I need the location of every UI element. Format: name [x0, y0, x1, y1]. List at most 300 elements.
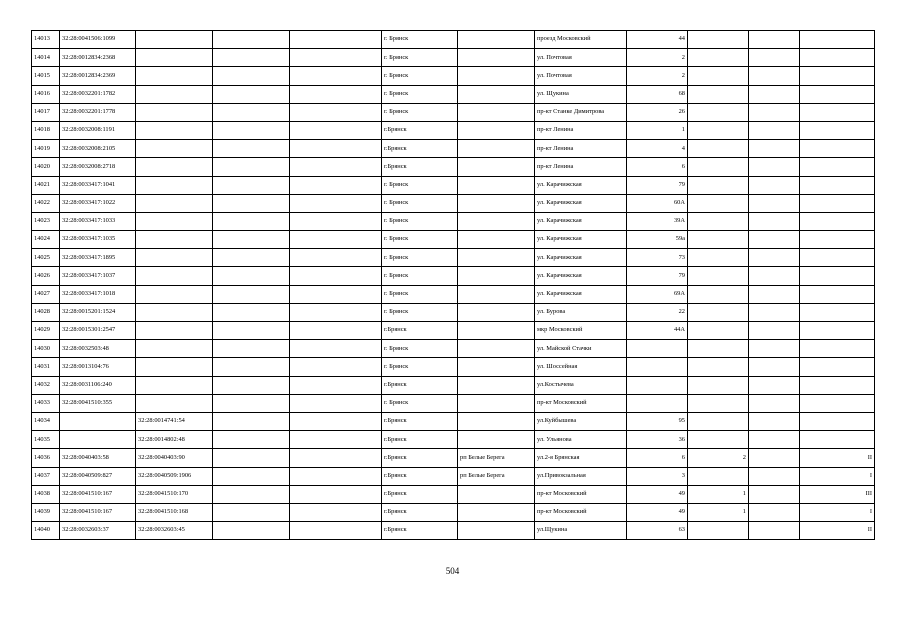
- locality-cell: [458, 522, 535, 540]
- cadastral-number-cell: 32:28:0041510:167: [60, 485, 136, 503]
- empty-cell: [749, 394, 800, 412]
- empty-cell: [213, 176, 290, 194]
- table-row: [32, 449, 875, 467]
- table-row: [32, 394, 875, 412]
- empty-cell: [213, 67, 290, 85]
- empty-cell: [290, 121, 382, 139]
- table-row: [32, 467, 875, 485]
- empty-cell: [749, 522, 800, 540]
- empty-cell: [290, 376, 382, 394]
- cadastral-number-cell: 32:28:0015201:1524: [60, 303, 136, 321]
- empty-cell: [213, 394, 290, 412]
- building-number-cell: [688, 467, 749, 485]
- street-cell: ул.2-я Брянская: [535, 449, 627, 467]
- empty-cell: [213, 231, 290, 249]
- city-cell: г.Брянск: [382, 503, 458, 521]
- empty-cell: [749, 485, 800, 503]
- building-number-cell: [688, 267, 749, 285]
- empty-cell: [213, 485, 290, 503]
- empty-cell: [290, 103, 382, 121]
- house-number-cell: 69А: [627, 285, 688, 303]
- empty-cell: [213, 121, 290, 139]
- unit-number-cell: [800, 231, 875, 249]
- city-cell: г.Брянск: [382, 467, 458, 485]
- empty-cell: [213, 212, 290, 230]
- empty-cell: [749, 340, 800, 358]
- empty-cell: [290, 194, 382, 212]
- empty-cell: [749, 140, 800, 158]
- cadastral-number-cell: 32:28:0033417:1022: [60, 194, 136, 212]
- city-cell: г.Брянск: [382, 140, 458, 158]
- table-row: [32, 212, 875, 230]
- building-number-cell: [688, 140, 749, 158]
- empty-cell: [213, 267, 290, 285]
- house-number-cell: [627, 358, 688, 376]
- city-cell: г. Брянск: [382, 67, 458, 85]
- empty-cell: [749, 194, 800, 212]
- building-cadastral-number-cell: [136, 158, 213, 176]
- record-number-cell: 14013: [32, 31, 60, 49]
- building-cadastral-number-cell: 32:28:0014741:54: [136, 412, 213, 430]
- registry-table: [31, 30, 875, 540]
- street-cell: пр-кт Московский: [535, 394, 627, 412]
- empty-cell: [290, 340, 382, 358]
- empty-cell: [749, 158, 800, 176]
- street-cell: пр-кт Московский: [535, 503, 627, 521]
- empty-cell: [290, 449, 382, 467]
- table-row: [32, 303, 875, 321]
- building-number-cell: [688, 249, 749, 267]
- house-number-cell: 2: [627, 67, 688, 85]
- cadastral-number-cell: [60, 412, 136, 430]
- record-number-cell: 14025: [32, 249, 60, 267]
- empty-cell: [749, 249, 800, 267]
- building-number-cell: [688, 212, 749, 230]
- city-cell: г. Брянск: [382, 358, 458, 376]
- empty-cell: [749, 103, 800, 121]
- city-cell: г.Брянск: [382, 322, 458, 340]
- empty-cell: [213, 503, 290, 521]
- table-row: [32, 431, 875, 449]
- unit-number-cell: III: [800, 485, 875, 503]
- record-number-cell: 14027: [32, 285, 60, 303]
- record-number-cell: 14017: [32, 103, 60, 121]
- empty-cell: [749, 376, 800, 394]
- house-number-cell: 49: [627, 485, 688, 503]
- record-number-cell: 14034: [32, 412, 60, 430]
- building-number-cell: [688, 358, 749, 376]
- locality-cell: рп Белые Берега: [458, 467, 535, 485]
- unit-number-cell: [800, 267, 875, 285]
- building-cadastral-number-cell: [136, 358, 213, 376]
- unit-number-cell: II: [800, 449, 875, 467]
- building-number-cell: [688, 376, 749, 394]
- street-cell: ул. Майской Стачки: [535, 340, 627, 358]
- house-number-cell: 26: [627, 103, 688, 121]
- record-number-cell: 14032: [32, 376, 60, 394]
- street-cell: ул. Карачижская: [535, 194, 627, 212]
- table-row: [32, 340, 875, 358]
- building-cadastral-number-cell: 32:28:0040509:1906: [136, 467, 213, 485]
- table-row: [32, 49, 875, 67]
- unit-number-cell: [800, 140, 875, 158]
- cadastral-number-cell: 32:28:0033417:1895: [60, 249, 136, 267]
- empty-cell: [213, 449, 290, 467]
- building-number-cell: 1: [688, 485, 749, 503]
- table-row: [32, 140, 875, 158]
- locality-cell: [458, 67, 535, 85]
- city-cell: г. Брянск: [382, 49, 458, 67]
- building-cadastral-number-cell: [136, 121, 213, 139]
- city-cell: г.Брянск: [382, 412, 458, 430]
- empty-cell: [213, 376, 290, 394]
- house-number-cell: 4: [627, 140, 688, 158]
- table-row: [32, 85, 875, 103]
- record-number-cell: 14038: [32, 485, 60, 503]
- empty-cell: [290, 358, 382, 376]
- city-cell: г. Брянск: [382, 176, 458, 194]
- empty-cell: [290, 158, 382, 176]
- building-cadastral-number-cell: [136, 103, 213, 121]
- city-cell: г. Брянск: [382, 285, 458, 303]
- locality-cell: [458, 503, 535, 521]
- empty-cell: [213, 31, 290, 49]
- house-number-cell: 36: [627, 431, 688, 449]
- house-number-cell: 44А: [627, 322, 688, 340]
- record-number-cell: 14021: [32, 176, 60, 194]
- locality-cell: [458, 412, 535, 430]
- house-number-cell: 59а: [627, 231, 688, 249]
- empty-cell: [749, 176, 800, 194]
- empty-cell: [290, 322, 382, 340]
- cadastral-number-cell: 32:28:0041510:167: [60, 503, 136, 521]
- house-number-cell: 22: [627, 303, 688, 321]
- empty-cell: [290, 49, 382, 67]
- street-cell: пр-кт Московский: [535, 485, 627, 503]
- empty-cell: [290, 431, 382, 449]
- locality-cell: [458, 85, 535, 103]
- empty-cell: [213, 103, 290, 121]
- cadastral-number-cell: 32:28:0033417:1033: [60, 212, 136, 230]
- building-number-cell: [688, 412, 749, 430]
- house-number-cell: [627, 394, 688, 412]
- unit-number-cell: [800, 31, 875, 49]
- record-number-cell: 14026: [32, 267, 60, 285]
- building-cadastral-number-cell: [136, 212, 213, 230]
- unit-number-cell: II: [800, 522, 875, 540]
- house-number-cell: 79: [627, 267, 688, 285]
- locality-cell: [458, 322, 535, 340]
- building-cadastral-number-cell: 32:28:0014802:48: [136, 431, 213, 449]
- street-cell: ул. Почтовая: [535, 67, 627, 85]
- record-number-cell: 14018: [32, 121, 60, 139]
- street-cell: ул. Карачижская: [535, 267, 627, 285]
- table-body: [32, 31, 875, 540]
- empty-cell: [290, 467, 382, 485]
- empty-cell: [213, 85, 290, 103]
- cadastral-number-cell: 32:28:0012834:2368: [60, 49, 136, 67]
- empty-cell: [290, 249, 382, 267]
- city-cell: г.Брянск: [382, 485, 458, 503]
- locality-cell: [458, 340, 535, 358]
- cadastral-number-cell: 32:28:0013104:76: [60, 358, 136, 376]
- empty-cell: [290, 285, 382, 303]
- record-number-cell: 14022: [32, 194, 60, 212]
- empty-cell: [749, 31, 800, 49]
- table-row: [32, 485, 875, 503]
- building-cadastral-number-cell: [136, 67, 213, 85]
- building-cadastral-number-cell: [136, 376, 213, 394]
- unit-number-cell: [800, 303, 875, 321]
- building-number-cell: [688, 194, 749, 212]
- record-number-cell: 14019: [32, 140, 60, 158]
- street-cell: ул. Карачижская: [535, 176, 627, 194]
- street-cell: пр-кт Станке Димитрова: [535, 103, 627, 121]
- locality-cell: [458, 140, 535, 158]
- locality-cell: [458, 231, 535, 249]
- empty-cell: [749, 449, 800, 467]
- building-cadastral-number-cell: [136, 31, 213, 49]
- building-number-cell: [688, 31, 749, 49]
- house-number-cell: 1: [627, 121, 688, 139]
- cadastral-number-cell: 32:28:0040403:58: [60, 449, 136, 467]
- building-number-cell: [688, 431, 749, 449]
- house-number-cell: 49: [627, 503, 688, 521]
- unit-number-cell: [800, 49, 875, 67]
- street-cell: пр-кт Ленина: [535, 158, 627, 176]
- record-number-cell: 14040: [32, 522, 60, 540]
- cadastral-number-cell: 32:28:0032008:2718: [60, 158, 136, 176]
- cadastral-number-cell: 32:28:0032008:2105: [60, 140, 136, 158]
- unit-number-cell: [800, 394, 875, 412]
- city-cell: г.Брянск: [382, 121, 458, 139]
- street-cell: ул.Привокзальная: [535, 467, 627, 485]
- house-number-cell: 63: [627, 522, 688, 540]
- locality-cell: [458, 176, 535, 194]
- unit-number-cell: [800, 340, 875, 358]
- house-number-cell: 6: [627, 158, 688, 176]
- empty-cell: [213, 285, 290, 303]
- empty-cell: [749, 303, 800, 321]
- empty-cell: [290, 176, 382, 194]
- building-cadastral-number-cell: [136, 285, 213, 303]
- empty-cell: [290, 503, 382, 521]
- street-cell: ул. Карачижская: [535, 231, 627, 249]
- unit-number-cell: [800, 103, 875, 121]
- unit-number-cell: [800, 176, 875, 194]
- locality-cell: [458, 376, 535, 394]
- building-number-cell: [688, 322, 749, 340]
- locality-cell: рп Белые Берега: [458, 449, 535, 467]
- record-number-cell: 14036: [32, 449, 60, 467]
- cadastral-number-cell: 32:28:0041510:355: [60, 394, 136, 412]
- street-cell: ул. Шоссейная: [535, 358, 627, 376]
- building-cadastral-number-cell: [136, 231, 213, 249]
- unit-number-cell: I: [800, 503, 875, 521]
- unit-number-cell: [800, 85, 875, 103]
- house-number-cell: 73: [627, 249, 688, 267]
- city-cell: г. Брянск: [382, 303, 458, 321]
- empty-cell: [213, 412, 290, 430]
- empty-cell: [749, 121, 800, 139]
- building-number-cell: [688, 176, 749, 194]
- table-row: [32, 358, 875, 376]
- building-number-cell: [688, 340, 749, 358]
- empty-cell: [213, 158, 290, 176]
- record-number-cell: 14039: [32, 503, 60, 521]
- record-number-cell: 14024: [32, 231, 60, 249]
- empty-cell: [749, 231, 800, 249]
- city-cell: г. Брянск: [382, 394, 458, 412]
- building-cadastral-number-cell: [136, 394, 213, 412]
- empty-cell: [213, 522, 290, 540]
- empty-cell: [749, 267, 800, 285]
- unit-number-cell: [800, 158, 875, 176]
- locality-cell: [458, 303, 535, 321]
- empty-cell: [213, 467, 290, 485]
- building-cadastral-number-cell: [136, 194, 213, 212]
- empty-cell: [290, 85, 382, 103]
- empty-cell: [213, 303, 290, 321]
- locality-cell: [458, 358, 535, 376]
- table-row: [32, 503, 875, 521]
- cadastral-number-cell: 32:28:0032008:1191: [60, 121, 136, 139]
- cadastral-number-cell: 32:28:0032603:37: [60, 522, 136, 540]
- cadastral-number-cell: 32:28:0015301:2547: [60, 322, 136, 340]
- city-cell: г.Брянск: [382, 376, 458, 394]
- building-cadastral-number-cell: [136, 340, 213, 358]
- locality-cell: [458, 212, 535, 230]
- city-cell: г. Брянск: [382, 231, 458, 249]
- city-cell: г.Брянск: [382, 449, 458, 467]
- empty-cell: [290, 303, 382, 321]
- empty-cell: [749, 431, 800, 449]
- building-cadastral-number-cell: 32:28:0041510:170: [136, 485, 213, 503]
- building-number-cell: [688, 231, 749, 249]
- table-row: [32, 267, 875, 285]
- cadastral-number-cell: 32:28:0032201:1782: [60, 85, 136, 103]
- table-row: [32, 522, 875, 540]
- building-number-cell: 1: [688, 503, 749, 521]
- record-number-cell: 14023: [32, 212, 60, 230]
- empty-cell: [290, 267, 382, 285]
- empty-cell: [749, 503, 800, 521]
- page-number: 504: [445, 566, 460, 576]
- house-number-cell: 79: [627, 176, 688, 194]
- city-cell: г.Брянск: [382, 158, 458, 176]
- street-cell: ул. Бурова: [535, 303, 627, 321]
- building-number-cell: [688, 394, 749, 412]
- record-number-cell: 14031: [32, 358, 60, 376]
- house-number-cell: 68: [627, 85, 688, 103]
- building-number-cell: [688, 85, 749, 103]
- locality-cell: [458, 49, 535, 67]
- record-number-cell: 14014: [32, 49, 60, 67]
- building-number-cell: [688, 121, 749, 139]
- locality-cell: [458, 121, 535, 139]
- empty-cell: [290, 412, 382, 430]
- unit-number-cell: I: [800, 467, 875, 485]
- cadastral-number-cell: 32:28:0033417:1037: [60, 267, 136, 285]
- empty-cell: [213, 194, 290, 212]
- unit-number-cell: [800, 376, 875, 394]
- city-cell: г. Брянск: [382, 212, 458, 230]
- building-cadastral-number-cell: [136, 176, 213, 194]
- record-number-cell: 14015: [32, 67, 60, 85]
- record-number-cell: 14030: [32, 340, 60, 358]
- house-number-cell: 95: [627, 412, 688, 430]
- empty-cell: [290, 67, 382, 85]
- building-number-cell: [688, 67, 749, 85]
- record-number-cell: 14035: [32, 431, 60, 449]
- cadastral-number-cell: 32:28:0033417:1035: [60, 231, 136, 249]
- building-cadastral-number-cell: [136, 303, 213, 321]
- empty-cell: [290, 140, 382, 158]
- locality-cell: [458, 285, 535, 303]
- empty-cell: [749, 467, 800, 485]
- cadastral-number-cell: 32:28:0033417:1018: [60, 285, 136, 303]
- empty-cell: [749, 285, 800, 303]
- street-cell: пр-кт Ленина: [535, 140, 627, 158]
- record-number-cell: 14028: [32, 303, 60, 321]
- building-cadastral-number-cell: 32:28:0032603:45: [136, 522, 213, 540]
- street-cell: ул. Карачижская: [535, 285, 627, 303]
- street-cell: ул. Щукина: [535, 85, 627, 103]
- empty-cell: [749, 49, 800, 67]
- empty-cell: [290, 485, 382, 503]
- street-cell: ул. Ульянова: [535, 431, 627, 449]
- city-cell: г. Брянск: [382, 31, 458, 49]
- unit-number-cell: [800, 121, 875, 139]
- table-row: [32, 376, 875, 394]
- empty-cell: [290, 394, 382, 412]
- empty-cell: [749, 322, 800, 340]
- house-number-cell: [627, 376, 688, 394]
- empty-cell: [749, 67, 800, 85]
- unit-number-cell: [800, 285, 875, 303]
- locality-cell: [458, 485, 535, 503]
- cadastral-number-cell: 32:28:0041506:1099: [60, 31, 136, 49]
- table-row: [32, 67, 875, 85]
- unit-number-cell: [800, 249, 875, 267]
- locality-cell: [458, 103, 535, 121]
- unit-number-cell: [800, 194, 875, 212]
- empty-cell: [213, 358, 290, 376]
- house-number-cell: 39А: [627, 212, 688, 230]
- empty-cell: [749, 412, 800, 430]
- unit-number-cell: [800, 322, 875, 340]
- empty-cell: [213, 249, 290, 267]
- cadastral-number-cell: 32:28:0032503:48: [60, 340, 136, 358]
- street-cell: пр-кт Ленина: [535, 121, 627, 139]
- city-cell: г. Брянск: [382, 85, 458, 103]
- table-row: [32, 231, 875, 249]
- empty-cell: [213, 49, 290, 67]
- house-number-cell: 60А: [627, 194, 688, 212]
- building-cadastral-number-cell: 32:28:0040403:90: [136, 449, 213, 467]
- record-number-cell: 14033: [32, 394, 60, 412]
- street-cell: ул.Щукина: [535, 522, 627, 540]
- building-cadastral-number-cell: [136, 49, 213, 67]
- street-cell: ул.Костычева: [535, 376, 627, 394]
- building-number-cell: [688, 285, 749, 303]
- table-row: [32, 176, 875, 194]
- empty-cell: [213, 140, 290, 158]
- locality-cell: [458, 267, 535, 285]
- table-row: [32, 31, 875, 49]
- building-cadastral-number-cell: [136, 85, 213, 103]
- street-cell: проезд Московский: [535, 31, 627, 49]
